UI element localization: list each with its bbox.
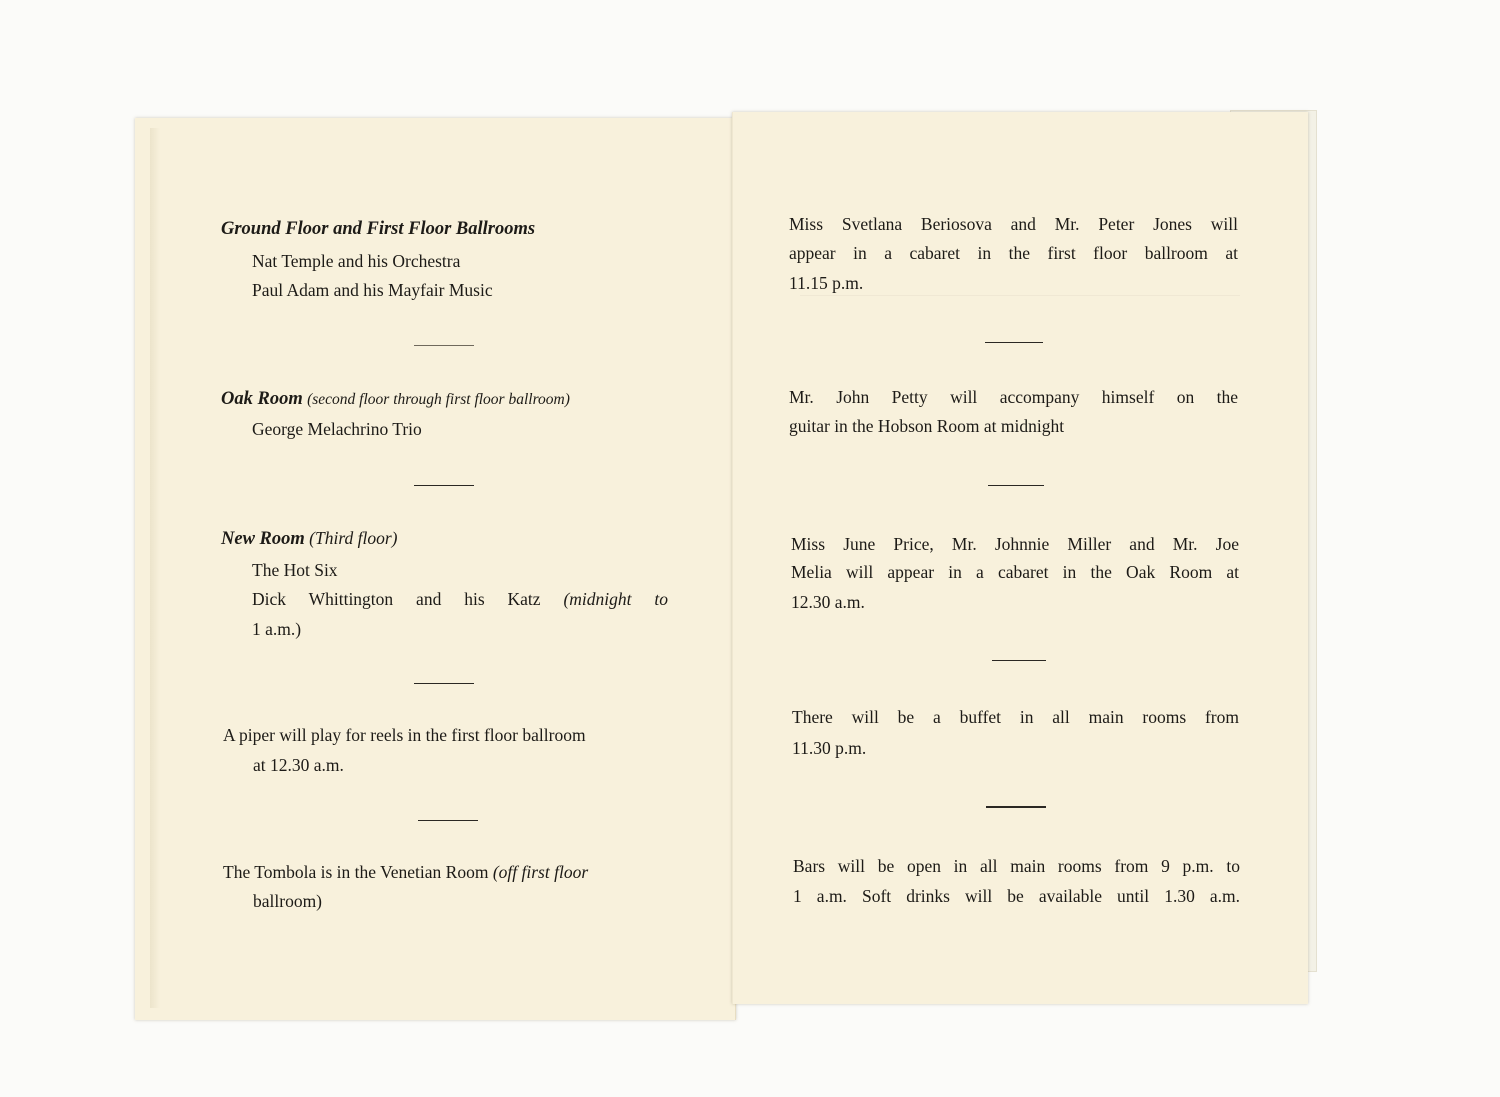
- performer-line: Dick Whittington and his Katz (midnight to: [252, 589, 668, 609]
- announcement-line: Miss June Price, Mr. Johnnie Miller and Mr. Joe: [791, 534, 1239, 554]
- announcement-line: Miss Svetlana Beriosova and Mr. Peter Jones will: [789, 214, 1238, 234]
- performer-line: The Hot Six: [252, 560, 338, 580]
- announcement-line: Bars will be open in all main rooms from 9 p.m. to: [793, 856, 1240, 876]
- announcement-line: Mr. John Petty will accompany himself on the: [789, 387, 1238, 407]
- section-title-new-room: New Room (Third floor): [221, 528, 398, 549]
- performer-line: Nat Temple and his Orchestra: [252, 251, 461, 271]
- announcement-line: The Tombola is in the Venetian Room (off first floor: [223, 862, 589, 882]
- show-through-texture: [800, 295, 1240, 296]
- announcement-line: 11.30 p.m.: [792, 738, 867, 758]
- left-page-edge-shade: [150, 128, 160, 1008]
- divider-rule: [414, 485, 474, 486]
- announcement-line: 12.30 a.m.: [791, 592, 865, 612]
- announcement-line: 1 a.m. Soft drinks will be available until 1.30 a.m.: [793, 886, 1240, 906]
- divider-rule: [414, 345, 474, 346]
- divider-rule: [414, 683, 474, 684]
- divider-rule: [986, 806, 1046, 808]
- announcement-line: guitar in the Hobson Room at midnight: [789, 416, 1065, 436]
- divider-rule: [988, 485, 1044, 486]
- section-title-oak-room: Oak Room (second floor through first floor ballroom): [221, 389, 570, 409]
- announcement-line: at 12.30 a.m.: [253, 755, 344, 775]
- performer-line: George Melachrino Trio: [252, 419, 422, 439]
- performer-line: Paul Adam and his Mayfair Music: [252, 280, 493, 300]
- announcement-line: A piper will play for reels in the first floor ballroom: [223, 725, 586, 745]
- announcement-line: 11.15 p.m.: [789, 273, 864, 293]
- performer-note: 1 a.m.): [252, 619, 302, 639]
- announcement-line: appear in a cabaret in the first floor ballroom at: [789, 243, 1238, 263]
- announcement-line: There will be a buffet in all main rooms from: [792, 707, 1239, 727]
- divider-rule: [992, 660, 1046, 661]
- divider-rule: [418, 820, 478, 821]
- announcement-line: Melia will appear in a cabaret in the Oak Room at: [791, 562, 1239, 582]
- announcement-line: ballroom): [253, 891, 323, 911]
- divider-rule: [985, 342, 1043, 343]
- section-title-ballrooms: Ground Floor and First Floor Ballrooms: [221, 219, 536, 239]
